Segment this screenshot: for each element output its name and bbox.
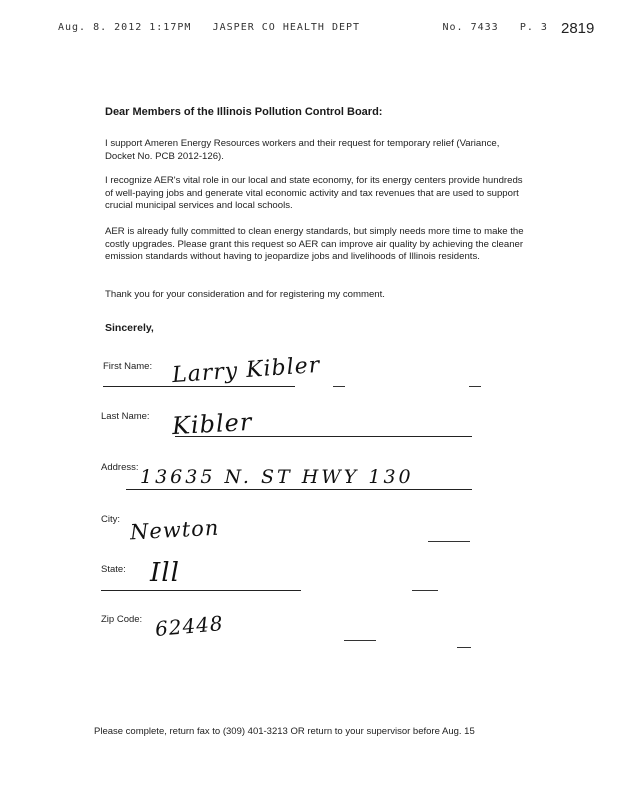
zip-code-label: Zip Code:: [101, 614, 143, 625]
city-label: City:: [101, 514, 120, 525]
letter-closing: Sincerely,: [105, 322, 154, 334]
letter-paragraph: Thank you for your consideration and for registering my comment.: [105, 289, 385, 300]
letter-paragraph: I recognize AER's vital role in our local and state economy, for its energy centers provide hundreds of well-paying jobs and generate vital economic activity and tax revenues that are used to support crucial municipal services and local schools.: [105, 175, 523, 211]
last-name-line: [175, 436, 472, 437]
state-label: State:: [101, 564, 126, 575]
fax-sender: JASPER CO HEALTH DEPT: [212, 22, 361, 33]
first-name-line-dash: [469, 386, 481, 387]
letter-paragraph: AER is already fully committed to clean energy standards, but simply needs more time to make the costly upgrades. Please grant this request so AER can improve air quality by achieving the cleaner emission standards without having to jeopardize jobs and livelihoods of Illinois residents.: [105, 226, 524, 262]
first-name-signature: Larry Kibler: [171, 352, 322, 389]
address-line: [126, 489, 472, 490]
footer-instructions: Please complete, return fax to (309) 401-3213 OR return to your supervisor before Aug. 15: [94, 726, 475, 737]
fax-header: [58, 22, 548, 33]
zip-code-handwriting: 62448: [154, 611, 225, 641]
first-name-label: First Name:: [103, 361, 153, 372]
first-name-line: [103, 386, 295, 387]
letter-salutation: Dear Members of the Illinois Pollution Control Board:: [105, 106, 383, 118]
fax-page-marker: P. 3: [519, 22, 548, 33]
last-name-label: Last Name:: [101, 411, 150, 422]
fax-page-number: 2819: [561, 20, 595, 37]
state-handwriting: Ill: [150, 558, 180, 588]
last-name-handwriting: Kibler: [171, 407, 254, 441]
state-line-dash: [412, 590, 438, 591]
address-label: Address:: [101, 462, 139, 473]
letter-paragraph: I support Ameren Energy Resources workers and their request for temporary relief (Variance, Docket No. PCB 2012-126).: [105, 138, 500, 162]
state-line: [101, 590, 301, 591]
city-line: [428, 541, 470, 542]
city-handwriting: Newton: [129, 515, 220, 545]
zip-code-line-dash: [344, 640, 376, 641]
zip-code-line-dash: [457, 647, 471, 648]
fax-date-time: Aug. 8. 2012 1:17PM: [58, 22, 192, 33]
fax-number: No. 7433: [442, 22, 499, 33]
address-handwriting: 13635 N. ST HWY 130: [140, 466, 414, 488]
first-name-line-dash: [333, 386, 345, 387]
